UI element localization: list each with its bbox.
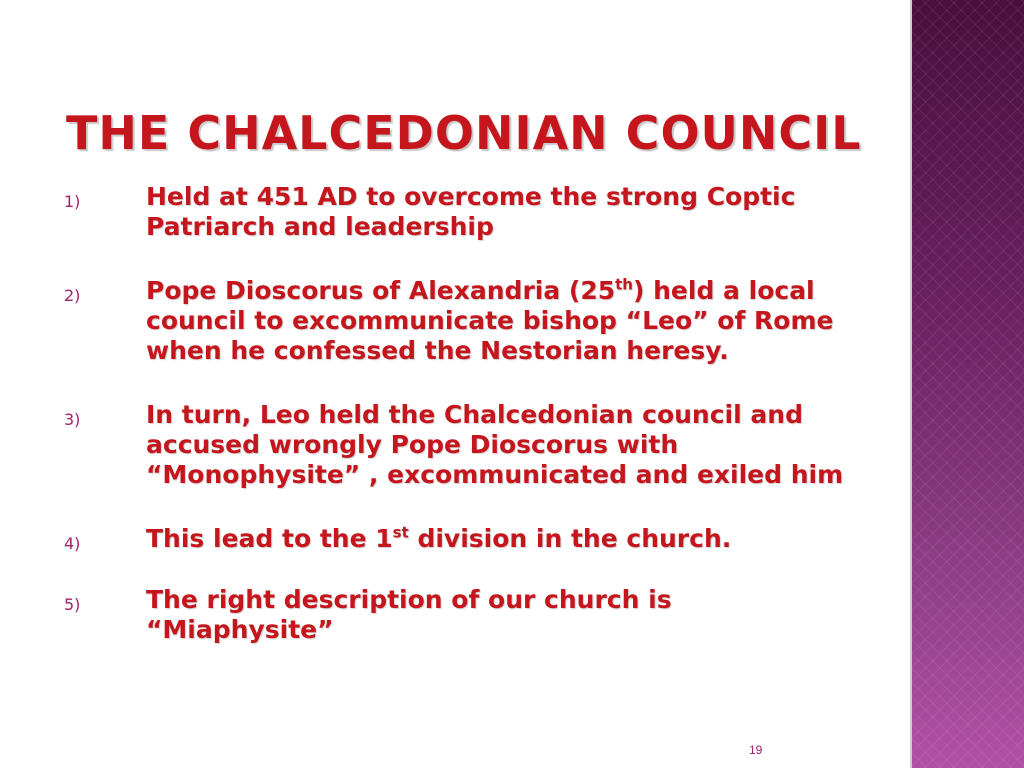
list-item-text	[146, 276, 854, 366]
list-item-number: 3)	[64, 410, 81, 429]
list-item-number: 4)	[64, 534, 81, 553]
list-item	[64, 400, 854, 490]
list-item-number: 5)	[64, 595, 81, 614]
list-item-text: The right description of our church is “Miaphysite”	[146, 585, 672, 644]
ordinal-superscript: st	[392, 523, 409, 542]
text-part: ) held a local council to excommunicate bishop “Leo” of Rome when he confessed the Nestorian heresy.	[146, 276, 834, 365]
numbered-list	[64, 182, 854, 645]
list-item-text	[146, 524, 854, 554]
text-part: This lead to the 1	[146, 524, 393, 553]
slide-title: THE CHALCEDONIAN COUNCIL	[66, 106, 862, 160]
list-item-number: 2)	[64, 286, 81, 305]
decorative-side-band	[912, 0, 1024, 768]
page-number: 19	[749, 743, 763, 757]
list-item	[64, 182, 854, 242]
ordinal-superscript: th	[615, 275, 633, 294]
list-item	[64, 585, 854, 645]
text-part: division in the church.	[408, 524, 732, 553]
list-item	[64, 524, 854, 554]
list-item	[64, 276, 854, 366]
list-item-number: 1)	[64, 192, 81, 211]
text-part: Pope Dioscorus of Alexandria (25	[146, 276, 616, 305]
list-item-text: Held at 451 AD to overcome the strong Coptic Patriarch and leadership	[146, 182, 796, 241]
list-item-text: In turn, Leo held the Chalcedonian council and accused wrongly Pope Dioscorus with “Monophysite” , excommunicated and exiled him	[146, 400, 844, 489]
